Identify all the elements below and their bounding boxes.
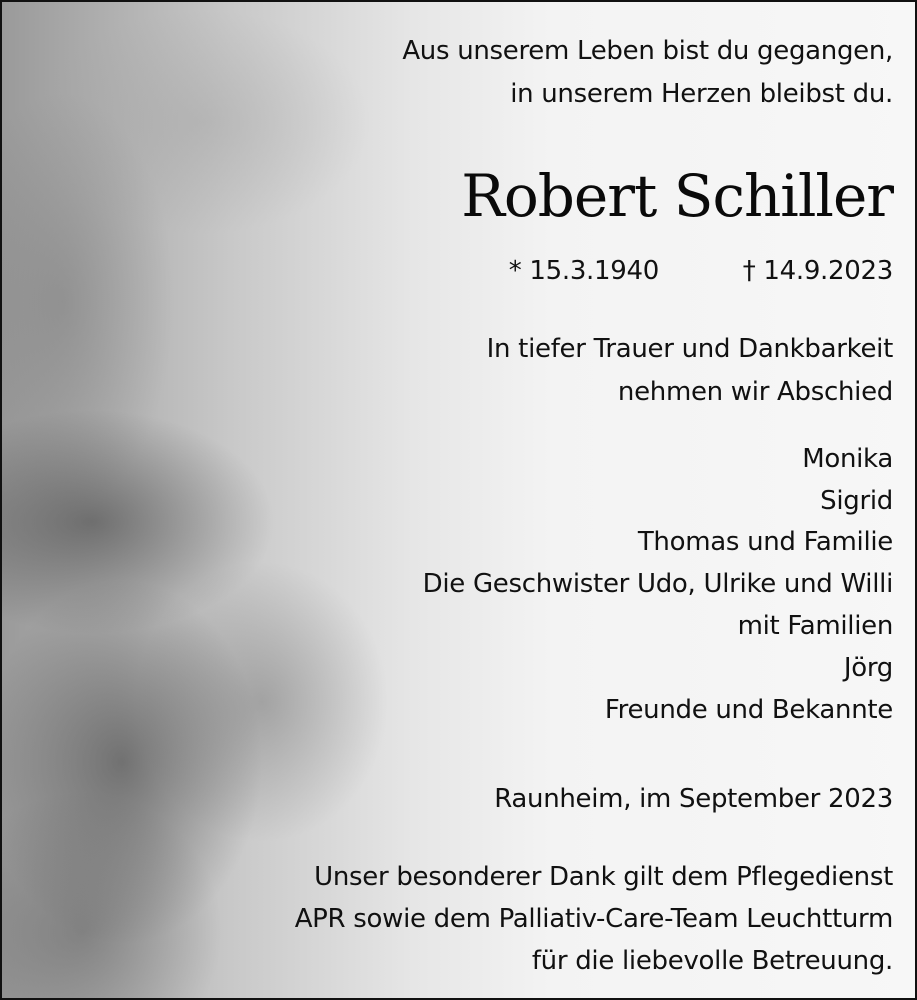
mourner: Sigrid <box>820 486 893 516</box>
place-date: Raunheim, im September 2023 <box>494 784 893 814</box>
mourner: Monika <box>802 444 893 474</box>
verse-line: Aus unserem Leben bist du gegangen, <box>402 36 893 66</box>
deceased-name: Robert Schiller <box>461 162 893 230</box>
mourner: Die Geschwister Udo, Ulrike und Willi <box>422 569 893 599</box>
mourner: Thomas und Familie <box>637 527 893 557</box>
farewell-line: nehmen wir Abschied <box>617 377 893 407</box>
farewell-line: In tiefer Trauer und Dankbarkeit <box>486 334 893 364</box>
birth-date: * 15.3.1940 <box>508 256 659 286</box>
thanks-line: APR sowie dem Palliativ-Care-Team Leuchtturm <box>294 904 893 934</box>
mourner: mit Familien <box>737 611 893 641</box>
mourner: Jörg <box>843 653 893 683</box>
thanks-line: Unser besonderer Dank gilt dem Pflegedienst <box>314 862 893 892</box>
verse-line: in unserem Herzen bleibst du. <box>510 79 893 109</box>
thanks-line: für die liebevolle Betreuung. <box>531 946 893 976</box>
mourner: Freunde und Bekannte <box>604 695 893 725</box>
death-date: † 14.9.2023 <box>742 256 893 286</box>
